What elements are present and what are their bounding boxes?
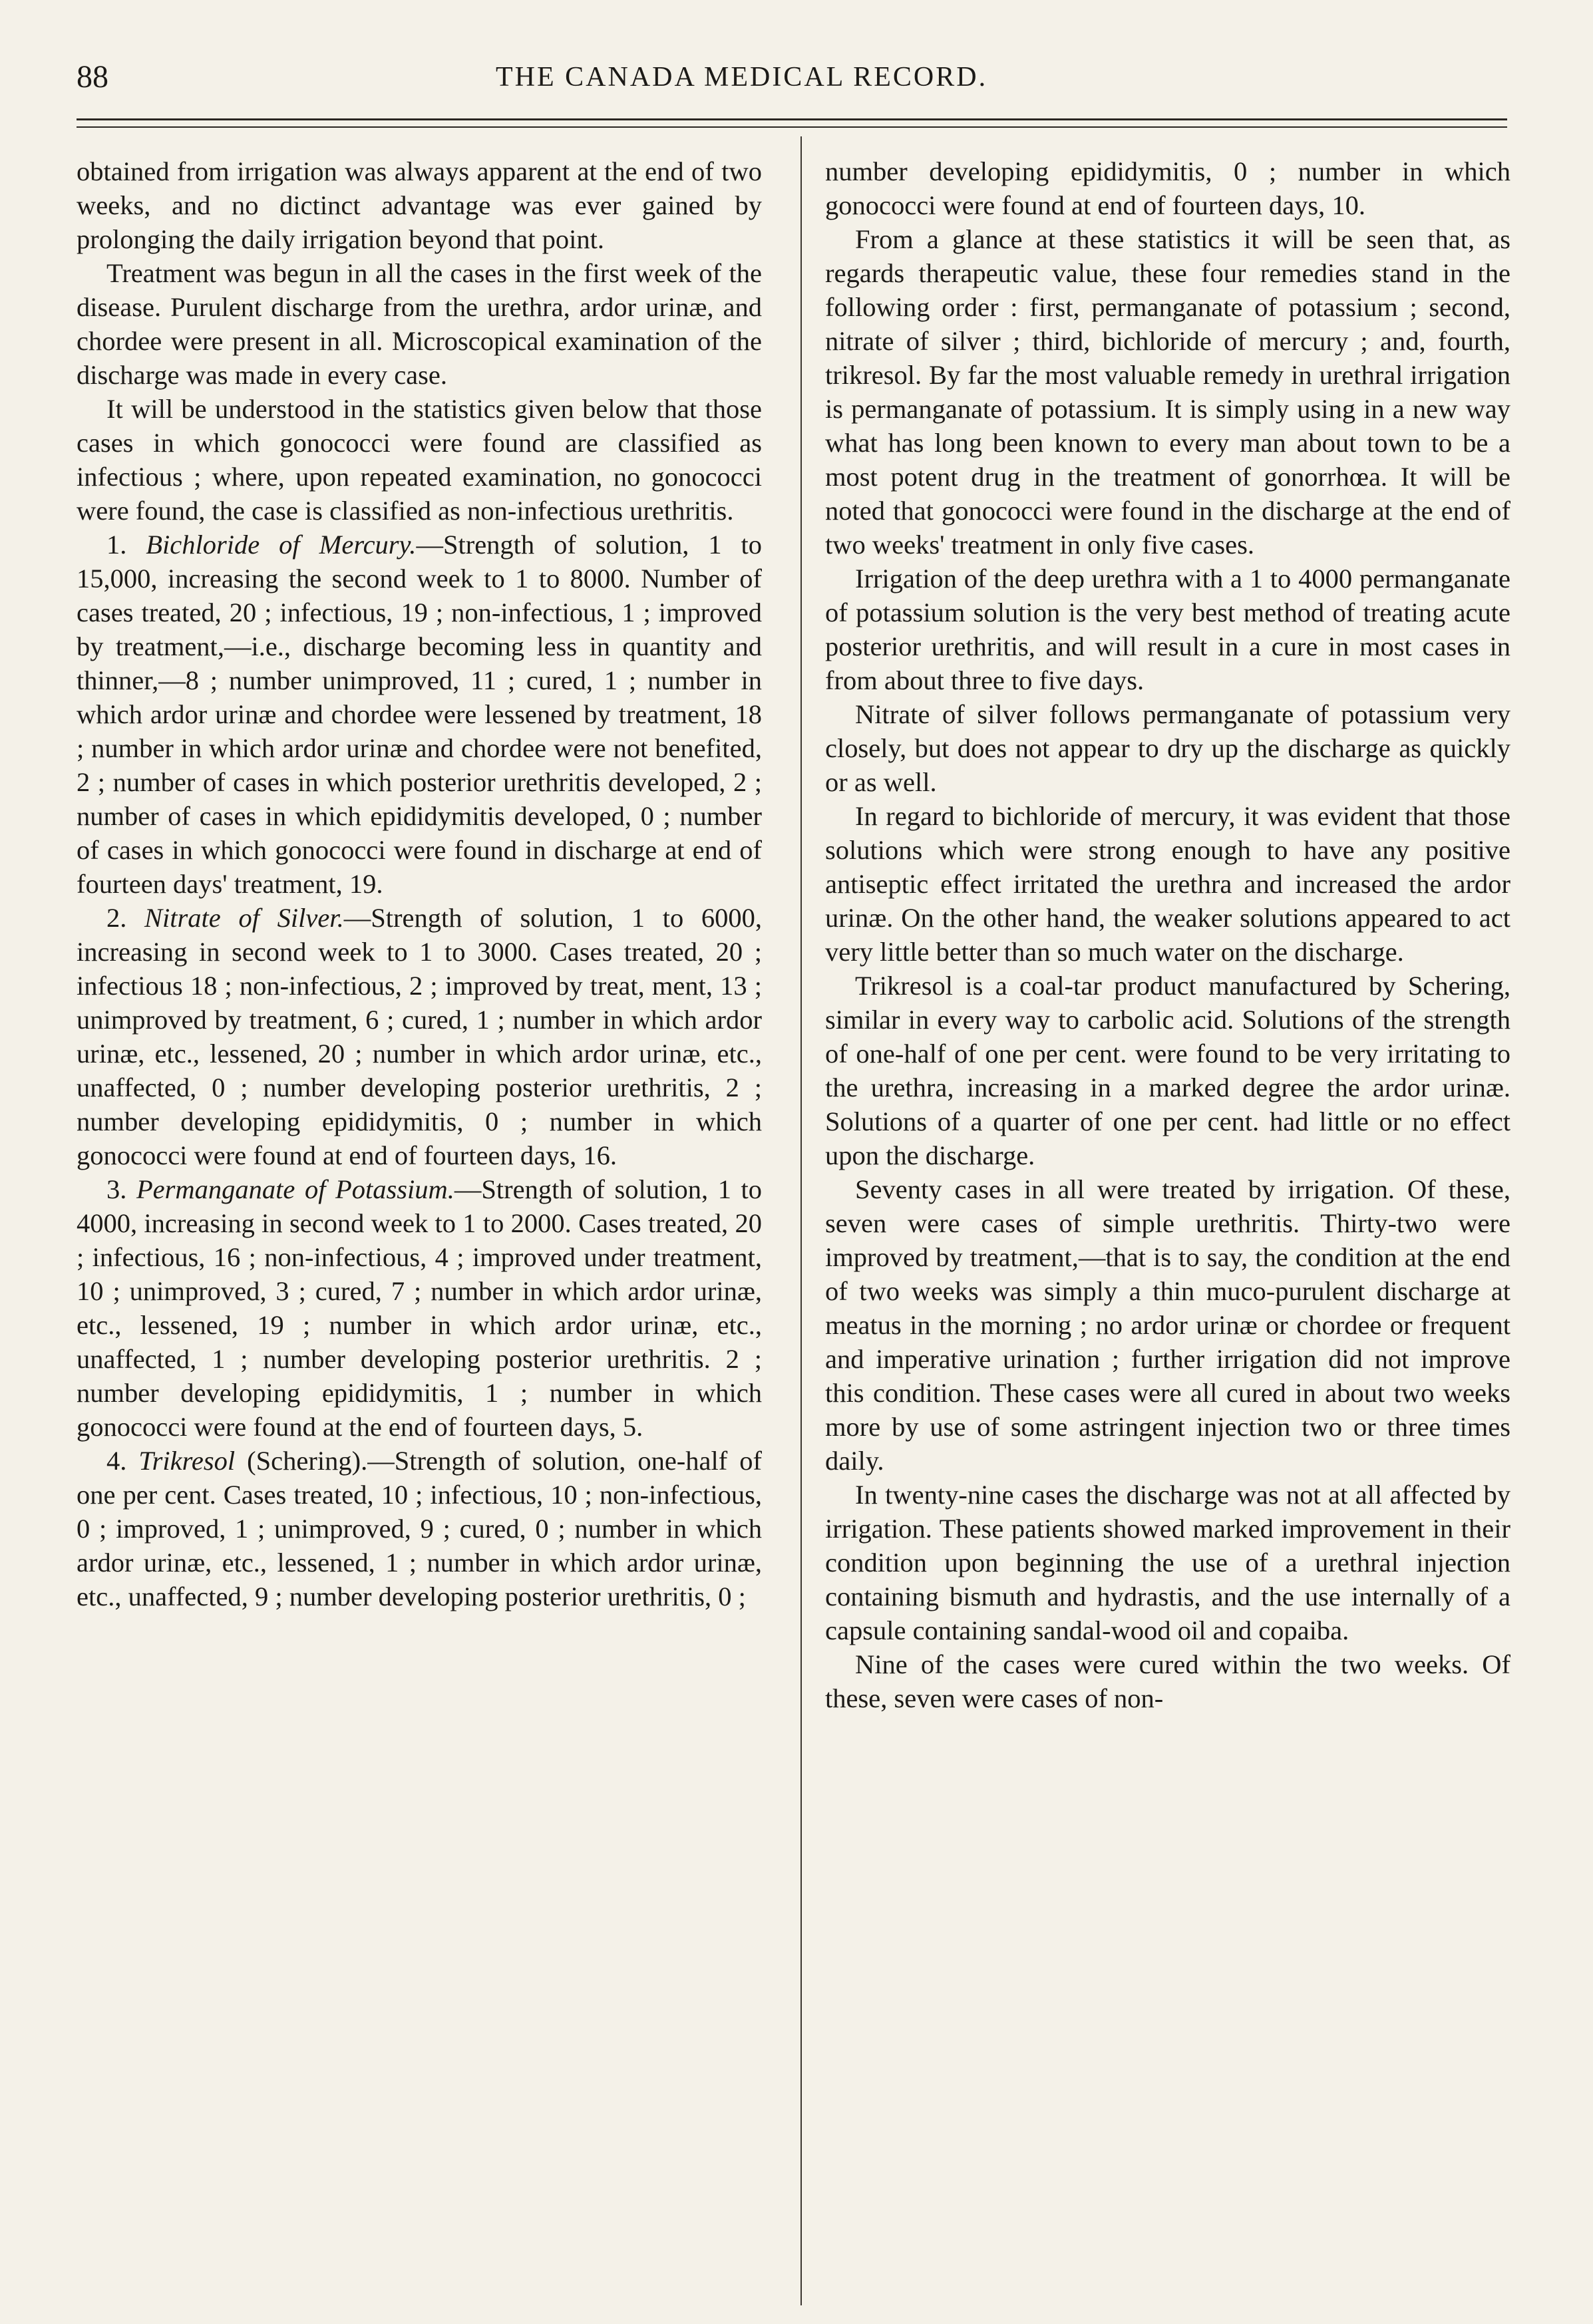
right-column [825, 154, 1510, 1715]
list-item-trikresol [77, 1444, 762, 1613]
paragraph: obtained from irrigation was always apparent at the end of two weeks, and no dictinct advantage was ever gained by prolonging the daily irrigation beyond that point. [77, 156, 762, 254]
paragraph: Irrigation of the deep urethra with a 1 to 4000 permanganate of potassium solution is the very best method of treating acute posterior urethritis, and will result in a cure in most cases in from about three to five days. [825, 564, 1510, 695]
column-divider [800, 136, 802, 2305]
list-item-bichloride [77, 528, 762, 901]
item-text: —Strength of solution, 1 to 15,000, increasing the second week to 1 to 8000. Number of cases treated, 20 ; infectious, 19 ; non-infectious, 1 ; improved by treatment,—i.e., discharge becoming less in quantity and thinner,—8 ; number unimproved, 11 ; cured, 1 ; number in which ardor urinæ and chordee were lessened by treatment, 18 ; number in which ardor urinæ and chordee were not benefited, 2 ; number of cases in which posterior urethritis developed, 2 ; number of cases in which epididymitis developed, 0 ; number of cases in which gonococci were found in discharge at end of fourteen days' treatment, 19. [77, 530, 762, 899]
page-number: 88 [77, 59, 108, 94]
paragraph: number developing epididymitis, 0 ; number in which gonococci were found at end of fourteen days, 10. [825, 156, 1510, 220]
item-title: Trikresol [138, 1446, 236, 1476]
paragraph: In twenty-nine cases the discharge was not at all affected by irrigation. These patients showed marked improvement in their condition upon beginning the use of a urethral injection containing bismuth and hydrastis, and the use internally of a capsule containing sandal-wood oil and copaiba. [825, 1480, 1510, 1645]
item-number: 4. [106, 1446, 127, 1476]
item-number: 1. [106, 530, 127, 560]
item-title: Permanganate of Potassium. [136, 1174, 454, 1204]
item-title: Nitrate of Silver. [144, 903, 344, 933]
paragraph: From a glance at these statistics it will be seen that, as regards therapeutic value, these four remedies stand in the following order : first, permanganate of potassium ; second, nitrate of silver ; third, bichloride of mercury ; and, fourth, trikresol. By far the most valuable remedy in urethral irrigation is permanganate of potassium. It is simply using in a new way what has long been known to every man about town to be a most potent drug in the treatment of gonorrhœa. It will be noted that gonococci were found in the discharge at the end of two weeks' treatment in only five cases. [825, 224, 1510, 560]
running-title: THE CANADA MEDICAL RECORD. [496, 62, 988, 92]
left-column [77, 154, 762, 1613]
paragraph: Treatment was begun in all the cases in the first week of the disease. Purulent discharge from the urethra, ardor urinæ, and chordee were present in all. Microscopical examination of the discharge was made in every case. [77, 258, 762, 390]
item-text: (Schering).—Strength of solution, one-half of one per cent. Cases treated, 10 ; infectious, 10 ; non-infectious, 0 ; improved, 1 ; unimproved, 9 ; cured, 0 ; number in which ardor urinæ, etc., lessened, 1 ; number in which ardor urinæ, etc., unaffected, 9 ; number developing posterior urethritis, 0 ; [77, 1446, 762, 1611]
item-number: 2. [106, 903, 127, 933]
paragraph: Nitrate of silver follows permanganate of potassium very closely, but does not appear to dry up the discharge as quickly or as well. [825, 699, 1510, 797]
item-number: 3. [106, 1174, 127, 1204]
header-rule-bottom [77, 126, 1507, 128]
item-text: —Strength of solution, 1 to 4000, increasing in second week to 1 to 2000. Cases treated, 20 ; infectious, 16 ; non-infectious, 4 ; improved under treatment, 10 ; unimproved, 3 ; cured, 7 ; number in which ardor urinæ, etc., lessened, 19 ; number in which ardor urinæ, etc., unaffected, 1 ; number developing posterior urethritis. 2 ; number developing epididymitis, 1 ; number in which gonococci were found at the end of fourteen days, 5. [77, 1174, 763, 1442]
item-text: —Strength of solution, 1 to 6000, increasing in second week to 1 to 3000. Cases treated, 20 ; infectious 18 ; non-infectious, 2 ; improved by treat, ment, 13 ; unimproved by treatment, 6 ; cured, 1 ; number in which ardor urinæ, etc., lessened, 20 ; number in which ardor urinæ, etc., unaffected, 0 ; number developing posterior urethritis, 2 ; number developing epididymitis, 0 ; number in which gonococci were found at end of fourteen days, 16. [77, 903, 762, 1170]
paragraph: Trikresol is a coal-tar product manufactured by Schering, similar in every way to carbolic acid. Solutions of the strength of one-half of one per cent. were found to be very irritating to the urethra, increasing in a marked degree the ardor urinæ. Solutions of a quarter of one per cent. had little or no effect upon the discharge. [825, 971, 1510, 1170]
paragraph: In regard to bichloride of mercury, it was evident that those solutions which were strong enough to have any positive antiseptic effect irritated the urethra and increased the ardor urinæ. On the other hand, the weaker solutions appeared to act very little better than so much water on the discharge. [825, 801, 1510, 967]
item-title: Bichloride of Mercury. [146, 530, 417, 560]
header-rule-top [77, 118, 1507, 120]
page-header [77, 59, 1507, 105]
paragraph: It will be understood in the statistics given below that those cases in which gonococci were found are classified as infectious ; where, upon repeated examination, no gonococci were found, the case is classified as non-infectious urethritis. [77, 394, 762, 526]
paragraph: Nine of the cases were cured within the two weeks. Of these, seven were cases of non- [825, 1649, 1510, 1713]
paragraph: Seventy cases in all were treated by irrigation. Of these, seven were cases of simple urethritis. Thirty-two were improved by treatment,—that is to say, the condition at the end of two weeks was simply a thin muco-purulent discharge at meatus in the morning ; no ardor urinæ or chordee or frequent and imperative urination ; further irrigation did not improve this condition. These cases were all cured in about two weeks more by use of some astringent injection two or three times daily. [825, 1174, 1510, 1476]
list-item-permanganate [77, 1172, 762, 1444]
list-item-nitrate [77, 901, 762, 1172]
